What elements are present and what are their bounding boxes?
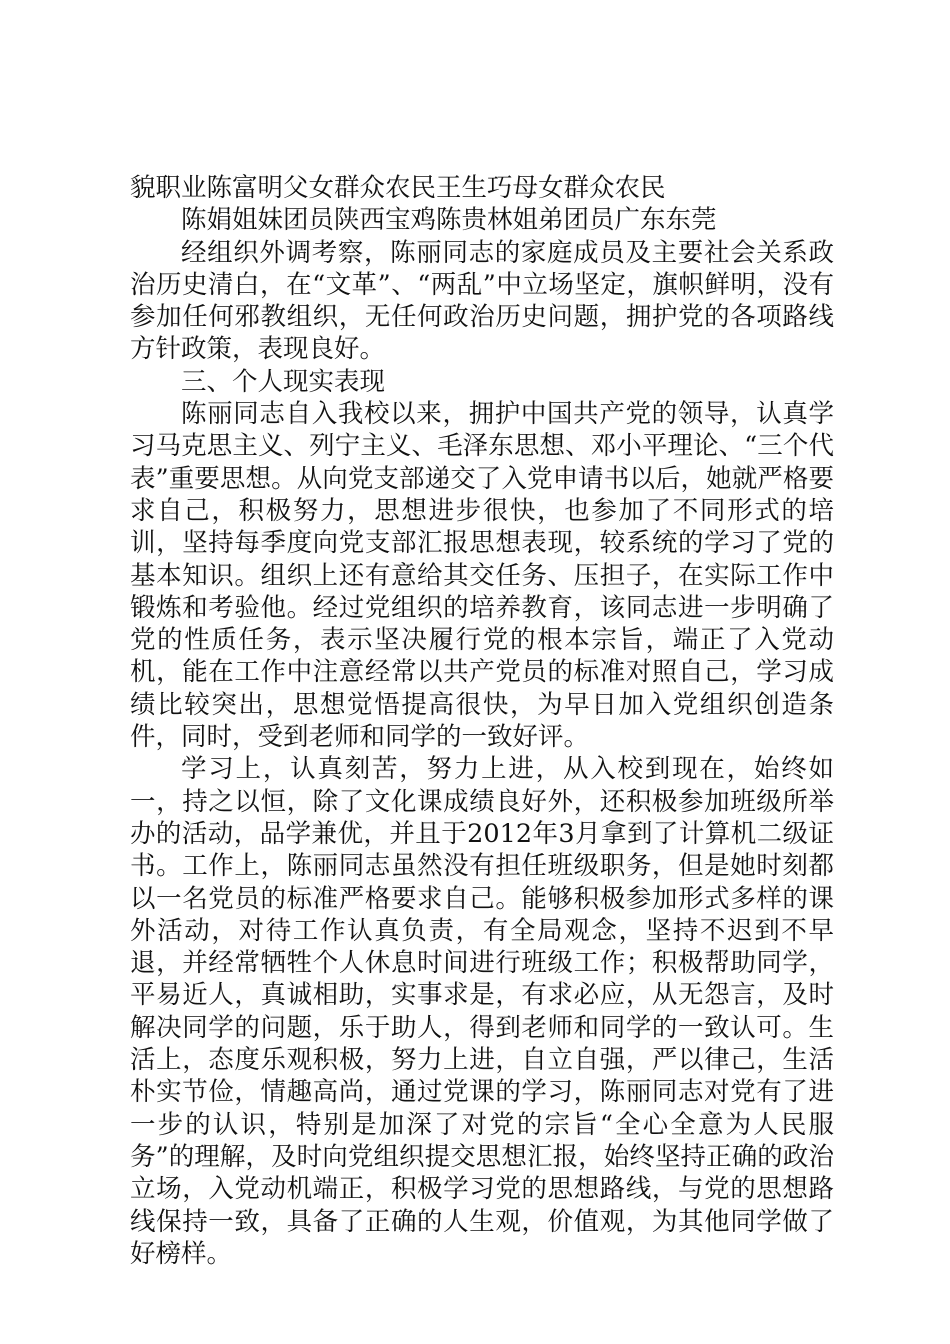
paragraph-study-work-life: 学习上，认真刻苦，努力上进，从入校到现在，始终如一，持之以恒，除了文化课成绩良好外，还积极参加班级所举办的活动，品学兼优，并且于2012年3月拿到了计算机二级证书。工作上，陈丽同志虽然没有担任班级职务，但是她时刻都以一名党员的标准严格要求自己。能够积极参加形式多样的课外活动，对待工作认真负责，有全局观念，坚持不迟到不早退，并经常牺牲个人休息时间进行班级工作；积极帮助同学，平易近人，真诚相助，实事求是，有求必应，从无怨言，及时解决同学的问题，乐于助人，得到老师和同学的一致认可。生活上，态度乐观积极，努力上进，自立自强，严以律己，生活朴实节俭，情趣高尚，通过党课的学习，陈丽同志对党有了进一步的认识，特别是加深了对党的宗旨“全心全意为人民服务”的理解，及时向党组织提交思想汇报，始终坚持正确的政治立场，入党动机端正，积极学习党的思想路线，与党的思想路线保持一致，具备了正确的人生观，价值观，为其他同学做了好榜样。 [130,754,834,1269]
paragraph-family-member-header: 貌职业陈富明父女群众农民王生巧母女群众农民 [130,173,666,203]
paragraph-family-member-row: 陈娟姐妹团员陕西宝鸡陈贵林姐弟团员广东东莞 [181,205,717,236]
section-heading-personal-performance: 三、个人现实表现 [181,366,386,397]
paragraph-investigation: 经组织外调考察，陈丽同志的家庭成员及主要社会关系政治历史清白，在“文革”、“两乱”中立场坚定，旗帜鲜明，没有参加任何邪教组织，无任何政治历史问题，拥护党的各项路线方针政策，表现良好。 [130,237,834,365]
document-page [130,172,834,1270]
paragraph-political-performance: 陈丽同志自入我校以来，拥护中国共产党的领导，认真学习马克思主义、列宁主义、毛泽东思想、邓小平理论、“三个代表”重要思想。从向党支部递交了入党申请书以后，她就严格要求自己，积极努力，思想进步很快，也参加了不同形式的培训，坚持每季度向党支部汇报思想表现，较系统的学习了党的基本知识。组织上还有意给其交任务、压担子，在实际工作中锻炼和考验他。经过党组织的培养教育，该同志进一步明确了党的性质任务，表示坚决履行党的根本宗旨，端正了入党动机，能在工作中注意经常以共产党员的标准对照自己，学习成绩比较突出，思想觉悟提高很快，为早日加入党组织创造条件，同时，受到老师和同学的一致好评。 [130,399,834,753]
